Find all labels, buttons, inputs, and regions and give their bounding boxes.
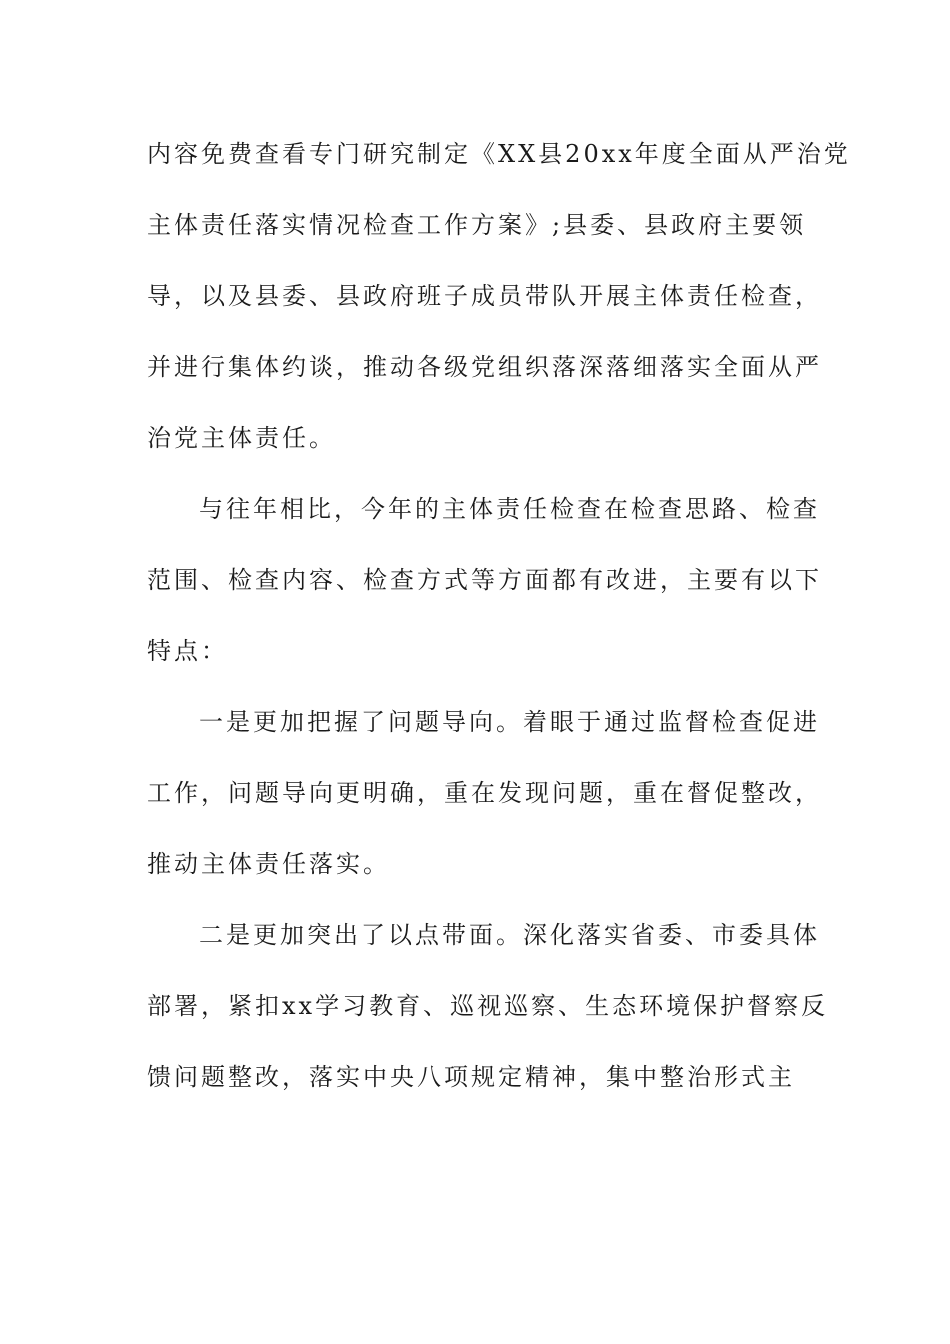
text-line: 并进行集体约谈，推动各级党组织落深落细落实全面从严 [147, 353, 822, 381]
paragraph-first-line: 二是更加突出了以点带面。深化落实省委、市委具体 [199, 921, 820, 949]
document-body [147, 128, 851, 1122]
text-line: 馈问题整改，落实中央八项规定精神，集中整治形式主 [147, 1063, 795, 1091]
text-line: 主体责任落实情况检查工作方案》;县委、县政府主要领 [147, 211, 807, 239]
text-line: 范围、检查内容、检查方式等方面都有改进，主要有以下 [147, 566, 822, 594]
text-line: 导，以及县委、县政府班子成员带队开展主体责任检查， [147, 282, 822, 310]
text-line: 内容免费查看专门研究制定《XX县20xx年度全面从严治党 [147, 140, 851, 168]
text-line: 部署，紧扣xx学习教育、巡视巡察、生态环境保护督察反 [147, 992, 829, 1020]
text-line: 特点： [147, 637, 228, 665]
paragraph-first-line: 一是更加把握了问题导向。着眼于通过监督检查促进 [199, 708, 820, 736]
text-line: 推动主体责任落实。 [147, 850, 390, 878]
text-line: 治党主体责任。 [147, 424, 336, 452]
text-line: 工作，问题导向更明确，重在发现问题，重在督促整改， [147, 779, 822, 807]
paragraph-first-line: 与往年相比，今年的主体责任检查在检查思路、检查 [199, 495, 820, 523]
